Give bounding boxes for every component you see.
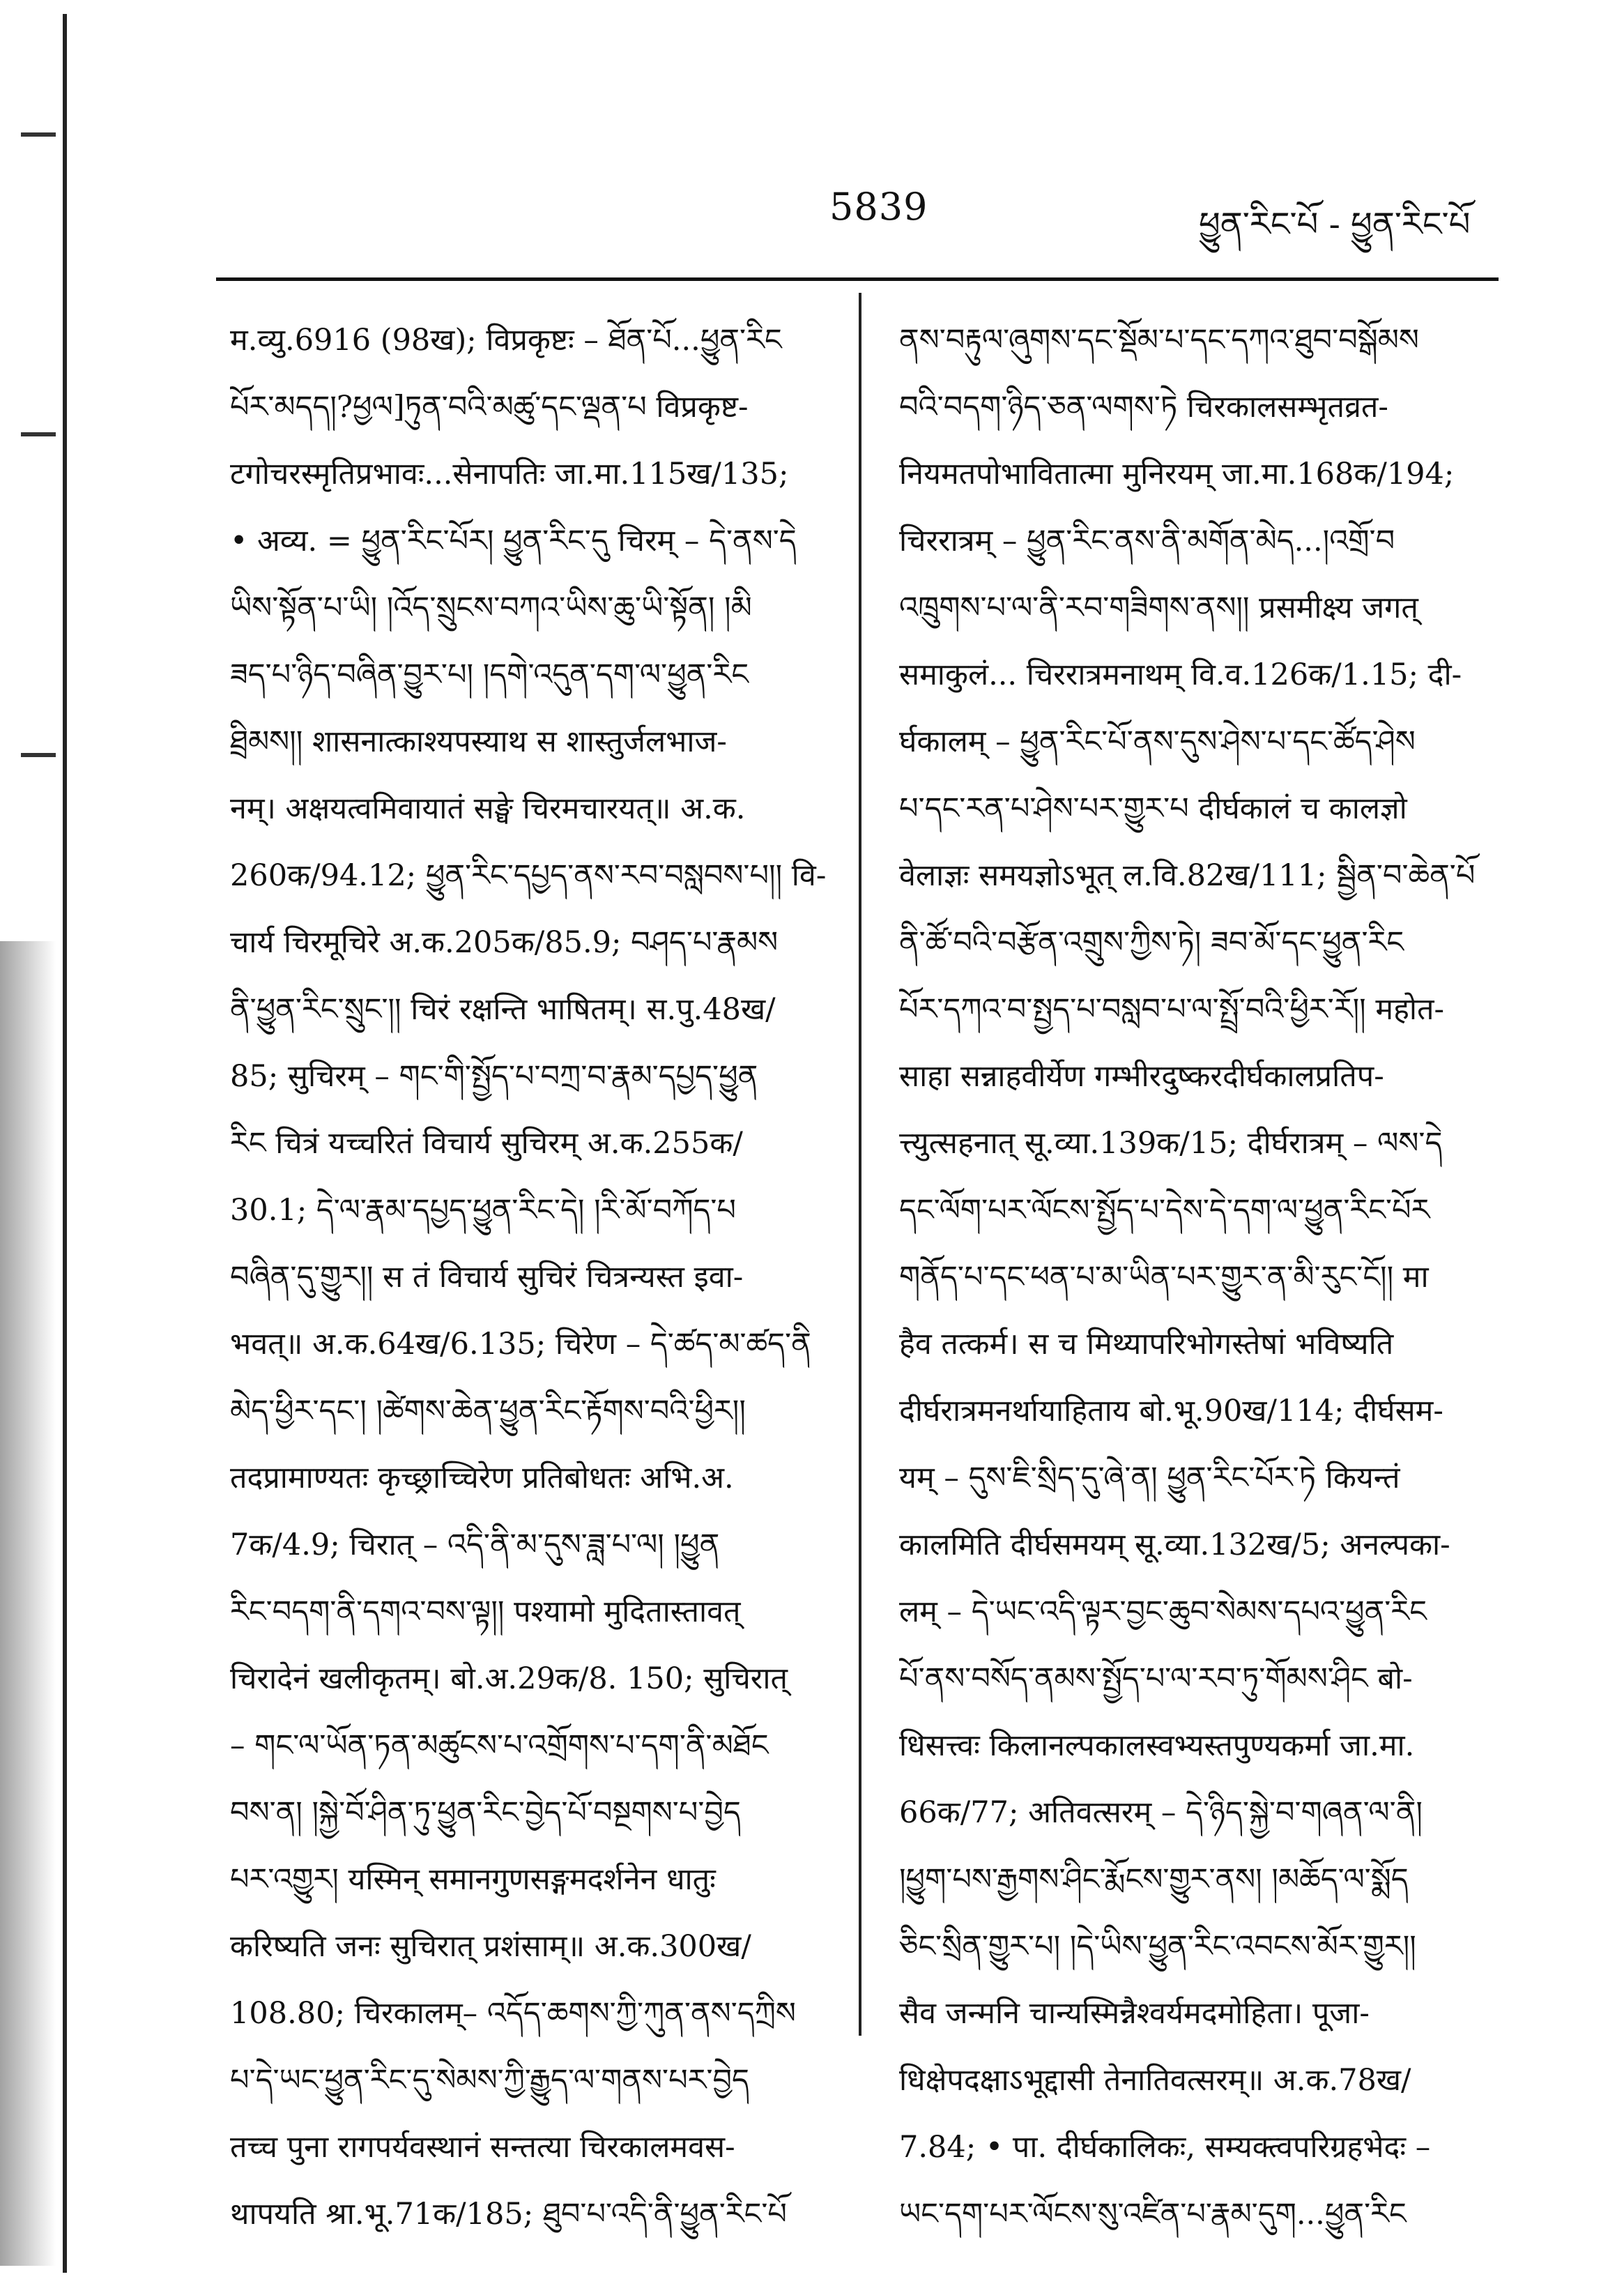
header-rule — [216, 277, 1499, 281]
text-line: चिरादेनं खलीकृतम्। बो.अ.29क/8. 150; सुचिरात् — [230, 1661, 788, 1696]
text-line: यम् – དུས་ཇི་སྲིད་དུ་ཞེ་ན། ཕྱུན་རིང་པོར་ཏེ कियन्तं — [899, 1461, 1400, 1495]
text-line: 66क/77; अतिवत्सरम् – དེ་ཉིད་སྐྱེ་བ་གཞན་ལ་ནི། — [899, 1795, 1423, 1830]
text-line: तदप्रामाण्यतः कृच्छ्राच्चिरेण प्रतिबोधतः अभि.अ. — [230, 1461, 734, 1495]
text-line: ཐྲིམས།། शासनात्काश्यपस्याथ स शास्तुर्जलभाज- — [230, 724, 727, 759]
text-line: चार्य चिरमूचिरे अ.क.205क/85.9; བཤད་པ་རྣམས — [230, 925, 779, 960]
text-line: ཡང་དག་པར་ལོངས་སུ་འཛིན་པ་རྣམ་དུག...ཕྱུན་རིང — [899, 2197, 1407, 2232]
text-line: चिररात्रम् – ཕྱུན་རིང་ནས་ནི་མགོན་མེད...།འགྲོ་བ — [899, 524, 1395, 558]
text-line: – གང་ལ་ཡོན་ཏན་མཚུངས་པ་འགྲོགས་པ་དག་ནི་མཐོང — [230, 1728, 769, 1763]
left-column — [230, 307, 843, 2248]
text-line: साहा सन्नाहवीर्येण गम्भीरदुष्करदीर्घकालप्रतिप- — [899, 1059, 1384, 1094]
text-line: • अव्य. = ཕྱུན་རིང་པོར། ཕྱུན་རིང་དུ चिरम् – དེ་ནས་དེ — [230, 524, 797, 558]
binding-mark — [21, 432, 56, 436]
text-line: 30.1; དེ་ལ་རྣམ་དཔྱད་ཕྱུན་རིང་དེ། །རི་མོ་བཀོད་པ — [230, 1193, 736, 1228]
text-line: ནི་ཚོ་བའི་བརྩོན་འགྲུས་ཀྱིས་ཏེ། ཟབ་མོ་དང་ཕྱུན་རིང — [899, 925, 1404, 960]
binding-mark — [21, 132, 56, 137]
text-line: थापयति श्रा.भू.71क/185; ཐུབ་པ་འདི་ནི་ཕྱུན་རིང་པོ — [230, 2197, 787, 2232]
text-line: 108.80; चिरकालम्– འདོད་ཆགས་ཀྱི་ཀུན་ནས་དཀྲིས — [230, 1996, 796, 2031]
text-line: ནི་ཕྱུན་རིང་སྲུང་།། चिरं रक्षन्ति भाषितम्। स.पु.48ख/ — [230, 992, 776, 1027]
text-line: པ་དང་རན་པ་ཤེས་པར་གྱུར་པ दीर्घकालं च कालज्ञो — [899, 791, 1407, 826]
text-line: त्त्युत्सहनात् सू.व्या.139क/15; दीर्घरात्रम् – ལས་དེ — [899, 1126, 1443, 1161]
text-line: करिष्यति जनः सुचिरात् प्रशंसाम्॥ अ.क.300ख/ — [230, 1929, 751, 1964]
text-line: གནོད་པ་དང་ཕན་པ་མ་ཡིན་པར་གྱུར་ན་མི་རུང་ངོ།། मा — [899, 1260, 1429, 1295]
right-column — [899, 307, 1512, 2248]
text-line: हैव तत्कर्म। स च मिथ्यापरिभोगस्तेषां भविष्यति — [899, 1327, 1394, 1362]
text-line: རིང चित्रं यच्चरितं विचार्य सुचिरम् अ.क.255क/ — [230, 1126, 743, 1161]
text-line: सैव जन्मनि चान्यस्मिन्नैश्वर्यमदमोहिता। पूजा- — [899, 1996, 1370, 2031]
text-line: ནས་བརྟུལ་ཞུགས་དང་སྡོམ་པ་དང་དཀའ་ཐུབ་བསྒོམས — [899, 323, 1419, 358]
text-line: མེད་ཕྱིར་དང་། །ཚེགས་ཆེན་ཕྱུན་རིང་རྟོགས་བའི་ཕྱིར།། — [230, 1394, 746, 1428]
text-line: བཞིན་དུ་གྱུར།། स तं विचार्य सुचिरं चित्रन्यस्त इवा- — [230, 1260, 744, 1295]
text-line: नियमतपोभावितात्मा मुनिरयम् जा.मा.168क/194; — [899, 457, 1455, 492]
text-line: ཅིང་སྲིན་གྱུར་པ། །དེ་ཡིས་ཕྱུན་རིང་འབངས་མོར་གྱུར།། — [899, 1929, 1416, 1964]
text-line: པ་དེ་ཡང་ཕྱུན་རིང་དུ་སེམས་ཀྱི་རྒྱུད་ལ་གནས་པར་བྱེད — [230, 2063, 749, 2098]
text-line: བས་ན། །སྐྱེ་བོ་ཤིན་ཏུ་ཕྱུན་རིང་བྱེད་པོ་བསྔགས་པ་བྱེད — [230, 1795, 741, 1830]
text-line: र्घकालम् – ཕྱུན་རིང་པོ་ནས་དུས་ཤེས་པ་དང་ཚོད་ཤེས — [899, 724, 1416, 759]
text-line: པོ་ནས་བསོད་ནམས་སྤྱོད་པ་ལ་རབ་ཏུ་གོམས་ཤིང बो- — [899, 1661, 1413, 1696]
text-line: པར་འགྱུར། यस्मिन् समानगुणसङ्गमदर्शनेन धातुः — [230, 1862, 716, 1897]
text-line: 7.84; • पा. दीर्घकालिकः, सम्यक्त्वपरिग्रहभेदः – — [899, 2130, 1431, 2165]
text-line: ཟད་པ་ཉིད་བཞིན་བྱུར་པ། །དགེ་འདུན་དག་ལ་ཕྱུན་རིང — [230, 657, 749, 692]
text-line: तच्च पुना रागपर्यवस्थानं सन्तत्या चिरकालमवस- — [230, 2130, 735, 2165]
text-line: རིང་བདག་ནི་དགའ་བས་ལྟ།། पश्यामो मुदितास्तावत् — [230, 1594, 741, 1629]
text-line: པོར་དཀའ་བ་སྤྱད་པ་བསླབ་པ་ལ་སྤྲོ་བའི་ཕྱིར་རོ།། महोत- — [899, 992, 1445, 1027]
text-line: वेलाज्ञः समयज्ञोऽभूत् ल.वि.82ख/111; སྦྱིན་བ་ཆེན་པོ — [899, 858, 1476, 893]
text-line: लम् – དེ་ཡང་འདི་ལྟར་བྱང་ཆུབ་སེམས་དཔའ་ཕྱུན་རིང — [899, 1594, 1427, 1629]
text-line: कालमिति दीर्घसमयम् सू.व्या.132ख/5; अनल्पका- — [899, 1527, 1450, 1562]
text-line: འཁྲུགས་པ་ལ་ནི་རབ་གཟིགས་ནས།། प्रसमीक्ष्य जगत् — [899, 590, 1418, 625]
column-divider — [859, 293, 861, 2036]
binding-mark — [21, 753, 56, 757]
binding-shadow — [0, 941, 56, 2266]
text-line: དང་ལོག་པར་ལོངས་སྤྱོད་པ་དེས་དེ་དག་ལ་ཕྱུན་རིང་པོར — [899, 1193, 1430, 1228]
text-line: 85; सुचिरम् – གང་གི་སྤྱོད་པ་བཀྲ་བ་རྣམ་དཔྱད་ཕྱུན — [230, 1059, 758, 1094]
text-line: टगोचरस्मृतिप्रभावः...सेनापतिः जा.मा.115ख/135; — [230, 457, 789, 492]
text-line: །ཕྱུག་པས་རྒྱགས་ཤིང་རྨོངས་གྱུར་ནས། །མཆོད་ལ་སྨོད — [899, 1862, 1409, 1897]
page-number: 5839 — [829, 185, 928, 229]
text-line: भवत्॥ अ.क.64ख/6.135; चिरेण – དེ་ཚད་མ་ཚད་ནི — [230, 1327, 811, 1362]
text-line: दीर्घरात्रमनर्थायाहिताय बो.भू.90ख/114; दीर्घसम- — [899, 1394, 1443, 1428]
text-line: པོར་མདད།?ཕྱལ]ཏུན་བའི་མཚུ་དང་ལྡན་པ विप्रकृष्ट- — [230, 390, 749, 425]
text-line: समाकुलं... चिररात्रमनाथम् वि.व.126क/1.15; दी- — [899, 657, 1462, 692]
text-line: धिसत्त्वः किलानल्पकालस्वभ्यस्तपुण्यकर्मा जा.मा. — [899, 1728, 1415, 1763]
text-line: नम्। अक्षयत्वमिवायातं सङ्घे चिरमचारयत्॥ अ.क. — [230, 791, 746, 826]
text-line: 260क/94.12; ཕྱུན་རིང་དཔྱད་ནས་རབ་བསླབས་པ།། वि- — [230, 858, 827, 893]
running-head: ཕྱུན་རིང་པོ - ཕྱུན་རིང་པོ — [1199, 205, 1471, 244]
text-line: म.व्यु.6916 (98ख); विप्रकृष्टः – ཐོན་པོ...ཕྱུན་རིང — [230, 323, 782, 358]
text-line: धिक्षेपदक्षाऽभूद्दासी तेनातिवत्सरम्॥ अ.क.78ख/ — [899, 2063, 1411, 2098]
text-line: ཡིས་སྟོན་པ་ཡི། །འོད་སྲུངས་བཀའ་ཡིས་ཆུ་ཡི་སྟོན། །མི — [230, 590, 752, 625]
text-line: 7क/4.9; चिरात् – འདི་ནི་མ་དུས་ཟླ་པ་ལ། །ཕྱུན — [230, 1527, 720, 1562]
text-line: བའི་བདག་ཉིད་ཅན་ལགས་ཏེ चिरकालसम्भृतव्रत- — [899, 390, 1388, 425]
binding-edge — [63, 14, 67, 2273]
